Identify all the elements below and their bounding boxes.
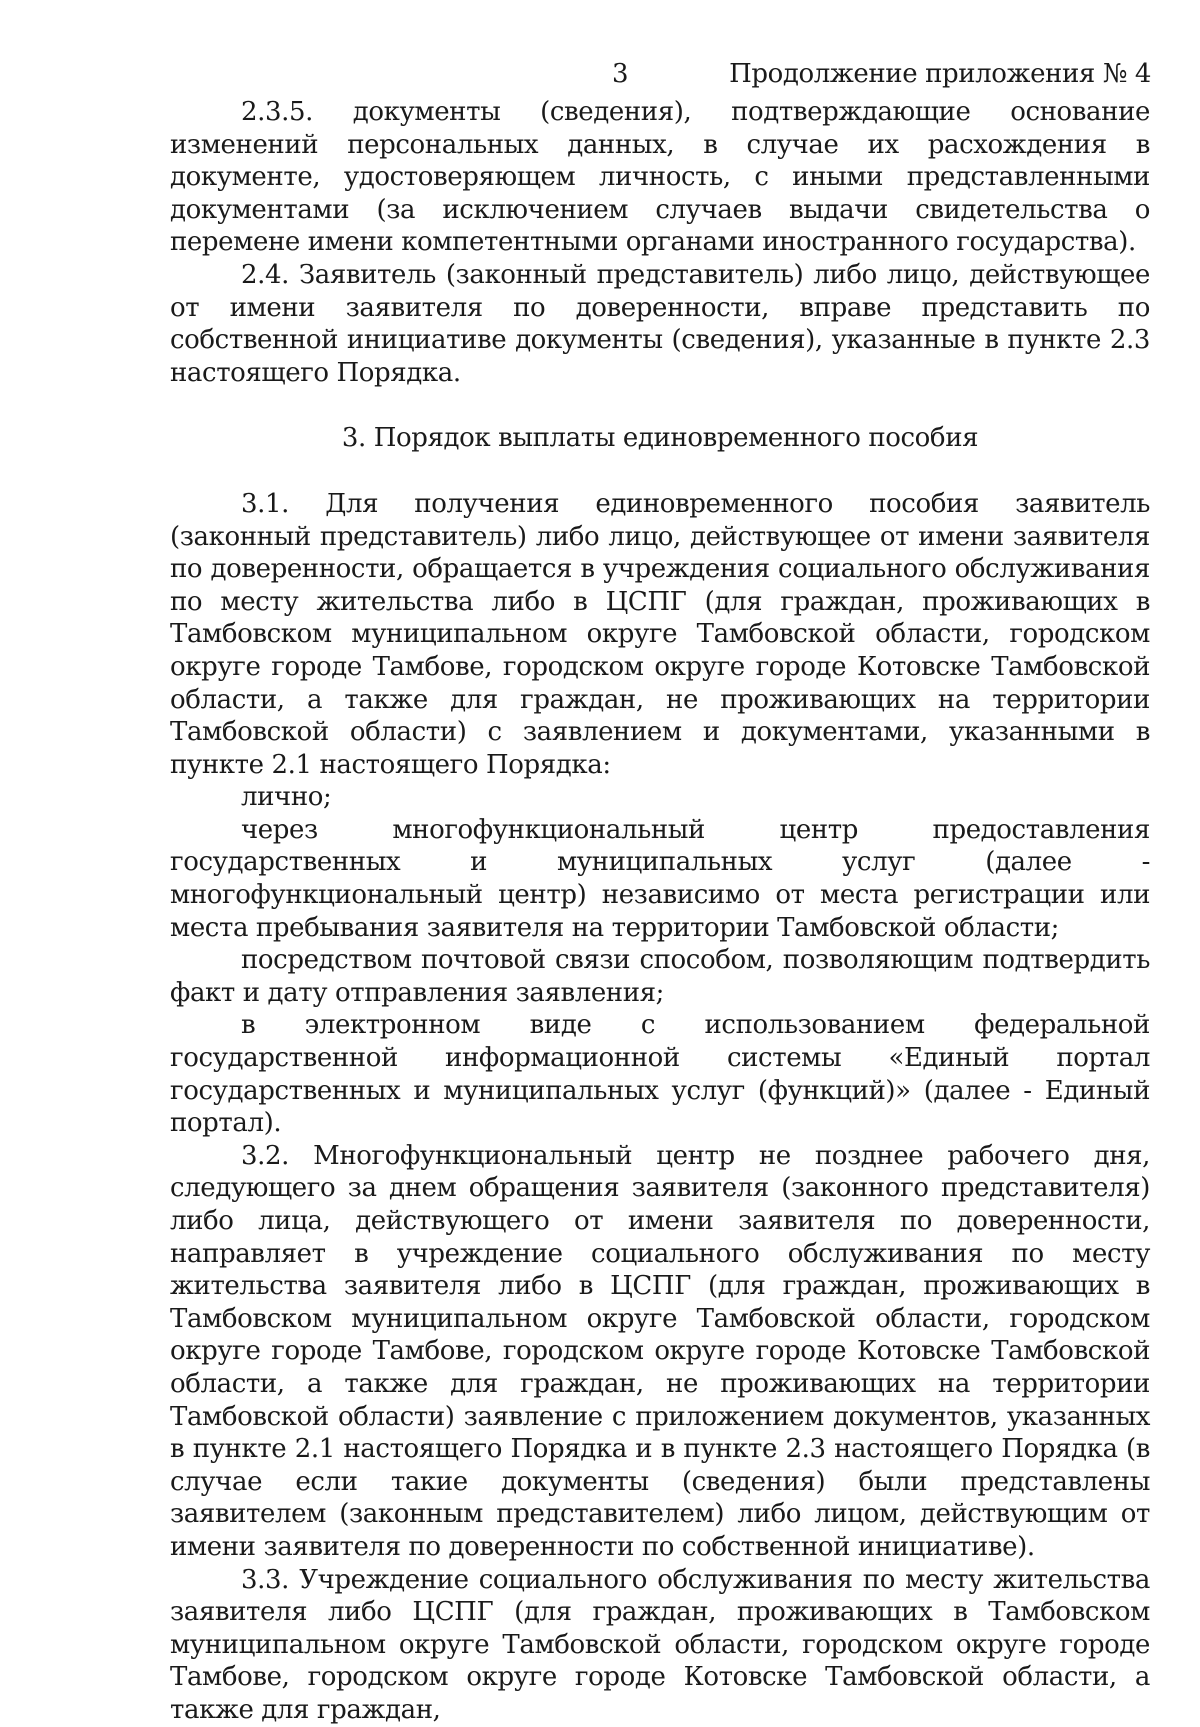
paragraph-3-1: 3.1. Для получения единовременного пособия заявитель (законный представитель) либо лицо, действующее от имени заявителя по доверенности, обращается в учреждения социального обслуживания по месту жительства либо в ЦСПГ (для граждан, проживающих в Тамбовском муниципальном округе Тамбовской области, городском округе городе Тамбове, городском округе городе Котовске Тамбовской области, а также для граждан, не проживающих на территории Тамбовской области) с заявлением и документами, указанными в пункте 2.1 настоящего Порядка: [170,488,1150,780]
page-number: 3 [612,59,629,89]
document-body [170,96,1150,1727]
paragraph-2-3-5: 2.3.5. документы (сведения), подтверждающие основание изменений персональных данных, в случае их расхождения в документе, удостоверяющем личность, с иными представленными документами (за исключением случаев выдачи свидетельства о перемене имени компетентными органами иностранного государства). [170,97,1150,258]
list-item: лично; [241,782,332,813]
list-item: в электронном виде с использованием федеральной государственной информационной системы «Единый портал государственных и муниципальных услуг (функций)» (далее - Единый портал). [170,1010,1150,1139]
section-heading: 3. Порядок выплаты единовременного пособия [341,423,979,454]
list-item: посредством почтовой связи способом, позволяющим подтвердить факт и дату отправления заявления; [170,945,1150,1008]
list-item: через многофункциональный центр предоставления государственных и муниципальных услуг (далее - многофункциональный центр) независимо от места регистрации или места пребывания заявителя на территории Тамбовской области; [170,814,1150,943]
paragraph-3-3: 3.3. Учреждение социального обслуживания по месту жительства заявителя либо ЦСПГ (для граждан, проживающих в Тамбовском муниципальном округе Тамбовской области, городском округе городе Тамбове, городском округе городе Котовске Тамбовской области, а также для граждан, [170,1564,1150,1725]
continuation-header: Продолжение приложения № 4 [729,59,1151,89]
paragraph-3-2: 3.2. Многофункциональный центр не позднее рабочего дня, следующего за днем обращения заявителя (законного представителя) либо лица, действующего от имени заявителя по доверенности, направляет в учреждение социального обслуживания по месту жительства заявителя либо в ЦСПГ (для граждан, проживающих в Тамбовском муниципальном округе Тамбовской области, городском округе городе Тамбове, городском округе городе Котовске Тамбовской области, а также для граждан, не проживающих на территории Тамбовской области) заявление с приложением документов, указанных в пункте 2.1 настоящего Порядка и в пункте 2.3 настоящего Порядка (в случае если такие документы (сведения) были представлены заявителем (законным представителем) либо лицом, действующим от имени заявителя по доверенности по собственной инициативе). [170,1140,1150,1562]
paragraph-2-4: 2.4. Заявитель (законный представитель) либо лицо, действующее от имени заявителя по доверенности, вправе представить по собственной инициативе документы (сведения), указанные в пункте 2.3 настоящего Порядка. [170,259,1150,388]
